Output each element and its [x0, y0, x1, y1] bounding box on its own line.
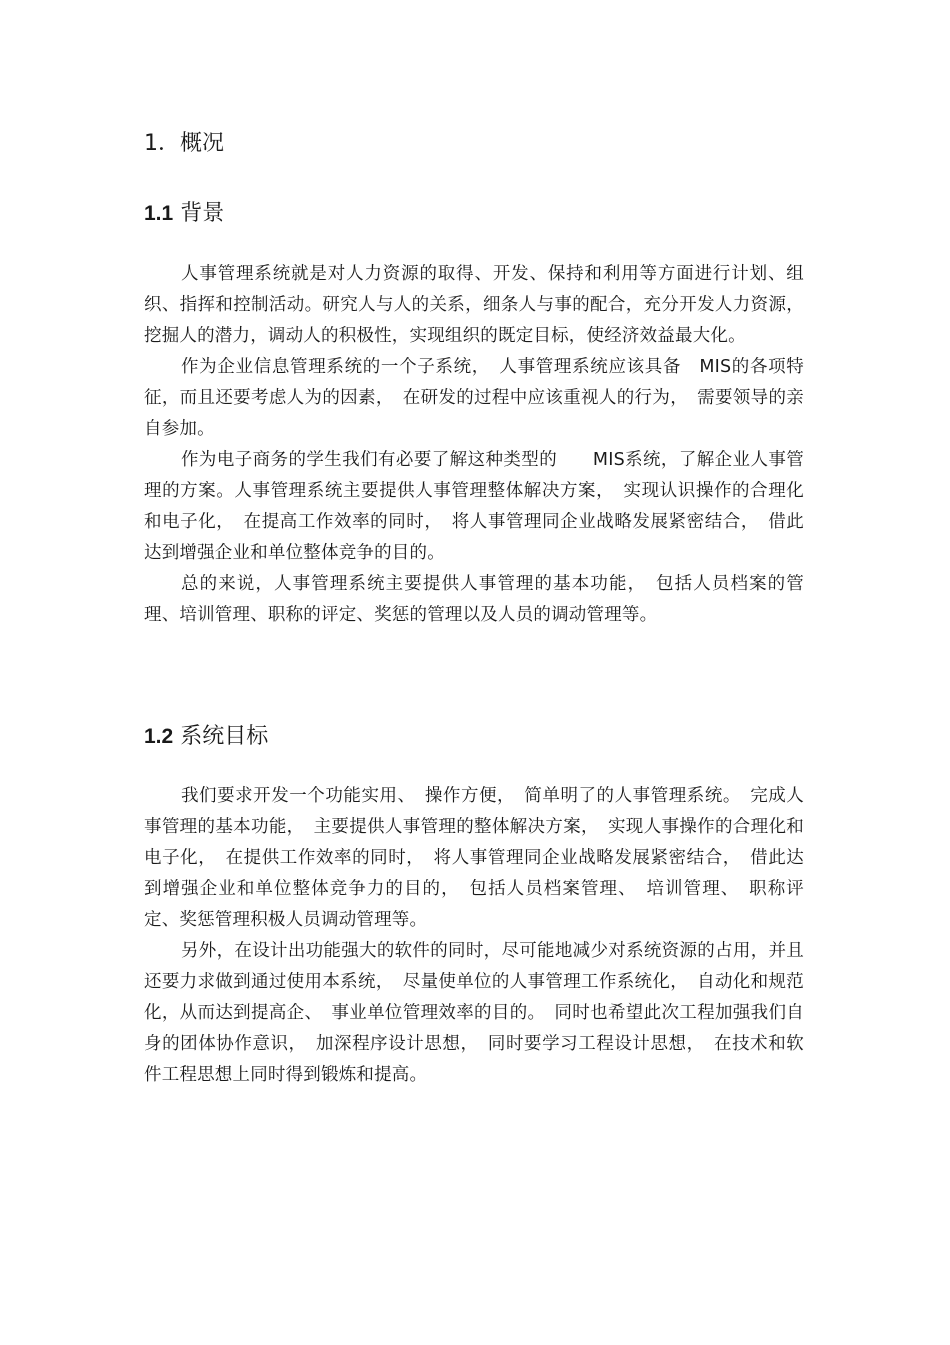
section-1-2-heading — [144, 721, 268, 753]
paragraph: 总的来说，人事管理系统主要提供人事管理的基本功能， 包括人员档案的管理、培训管理、职称的评定、奖惩的管理以及人员的调动管理等。 — [144, 574, 804, 625]
section-1-heading: 1．概况 — [144, 131, 224, 156]
section-number: 1.1 — [144, 202, 174, 225]
section-number: 1.2 — [144, 725, 174, 748]
section-1-2-body — [144, 781, 804, 1091]
section-1-1-heading — [144, 198, 224, 230]
section-1-1-body — [144, 259, 804, 631]
section-title: 背景 — [180, 201, 225, 226]
paragraph: 人事管理系统就是对人力资源的取得、开发、保持和利用等方面进行计划、组织、指挥和控制活动。研究人与人的关系，细条人与事的配合，充分开发人力资源，挖掘人的潜力，调动人的积极性，实现组织的既定目标，使经济效益最大化。 — [144, 264, 804, 346]
paragraph: 我们要求开发一个功能实用、 操作方便， 简单明了的人事管理系统。 完成人事管理的基本功能， 主要提供人事管理的整体解决方案， 实现人事操作的合理化和电子化， 在提供工作效率的同时， 将人事管理同企业战略发展紧密结合， 借此达到增强企业和单位整体竞争力的目的， 包括人员档案管理、 培训管理、 职称评定、奖惩管理积极人员调动管理等。 — [144, 786, 804, 930]
section-title: 系统目标 — [180, 724, 269, 749]
paragraph: 另外，在设计出功能强大的软件的同时，尽可能地减少对系统资源的占用，并且还要力求做到通过使用本系统， 尽量使单位的人事管理工作系统化， 自动化和规范化，从而达到提高企、 事业单位管理效率的目的。 同时也希望此次工程加强我们自身的团体协作意识， 加深程序设计思想， 同时要学习工程设计思想， 在技术和软件工程思想上同时得到锻炼和提高。 — [144, 941, 804, 1085]
paragraph: 作为电子商务的学生我们有必要了解这种类型的 MIS系统，了解企业人事管理的方案。人事管理系统主要提供人事管理整体解决方案， 实现认识操作的合理化和电子化， 在提高工作效率的同时， 将人事管理同企业战略发展紧密结合， 借此达到增强企业和单位整体竞争的目的。 — [144, 450, 804, 563]
paragraph: 作为企业信息管理系统的一个子系统， 人事管理系统应该具备 MIS的各项特征，而且还要考虑人为的因素， 在研发的过程中应该重视人的行为， 需要领导的亲自参加。 — [144, 357, 804, 439]
